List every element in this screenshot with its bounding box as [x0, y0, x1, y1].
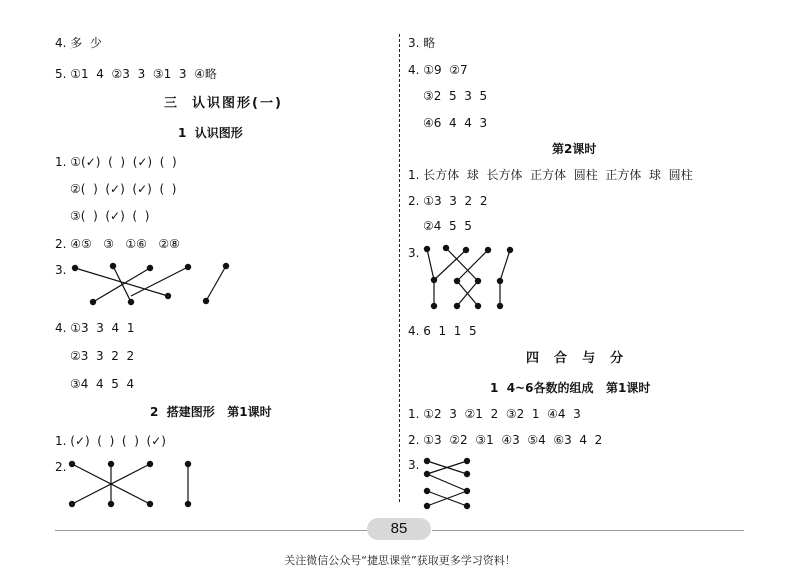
answer-line: 1. (✓) ( ) ( ) (✓) [55, 434, 166, 448]
answer-line: ③2 5 3 5 [423, 89, 488, 103]
answer-line: 4. ①9 ②7 [408, 63, 468, 77]
unit-heading: 三 认识图形(一) [164, 96, 283, 111]
answer-line: 2. ①3 3 2 2 [408, 194, 488, 208]
answer-line: 4. 多 少 [55, 36, 102, 50]
answer-line: ②4 5 5 [423, 219, 472, 233]
lesson-heading: 1 认识图形 [178, 126, 243, 140]
answer-line: 2. ④⑤ ③ ①⑥ ②⑧ [55, 237, 180, 251]
footer-text: 关注微信公众号“捷思课堂”获取更多学习资料！ [284, 554, 516, 567]
answer-line: 1. ①2 3 ②1 2 ③2 1 ④4 3 [408, 407, 581, 421]
answer-line: ②( ) (✓) (✓) ( ) [70, 182, 177, 196]
matching-lines [427, 461, 467, 506]
answer-line: 4. ①3 3 4 1 [55, 321, 135, 335]
answer-line: 5. ①1 4 ②3 3 ③1 3 ④略 [55, 67, 217, 81]
lesson-heading: 2 搭建图形 第1课时 [150, 405, 272, 419]
answer-line: 4. 6 1 1 5 [408, 324, 477, 338]
answer-line: 3. [55, 263, 67, 277]
answer-line: ③( ) (✓) ( ) [70, 209, 150, 223]
answer-line: 2. ①3 ②2 ③1 ④3 ⑤4 ⑥3 4 2 [408, 433, 603, 447]
lesson-heading: 第2课时 [552, 142, 597, 156]
answer-line: 1. 长方体 球 长方体 正方体 圆柱 正方体 球 圆柱 [408, 168, 693, 182]
answer-line: 1. ①(✓) ( ) (✓) ( ) [55, 155, 177, 169]
answer-line: 3. 略 [408, 36, 436, 50]
footer-rule [55, 530, 367, 531]
lesson-heading: 1 4~6各数的组成 第1课时 [490, 381, 651, 395]
answer-line: 3. [408, 458, 420, 472]
footer-rule [432, 530, 744, 531]
answer-line: 3. [408, 246, 420, 260]
answer-line: ④6 4 4 3 [423, 116, 488, 130]
page-number: 85 [367, 518, 431, 540]
unit-heading: 四 合 与 分 [526, 351, 626, 366]
answer-line: 2. [55, 460, 67, 474]
answer-line: ②3 3 2 2 [70, 349, 135, 363]
matching-dots [424, 458, 470, 509]
answer-line: ③4 4 5 4 [70, 377, 135, 391]
